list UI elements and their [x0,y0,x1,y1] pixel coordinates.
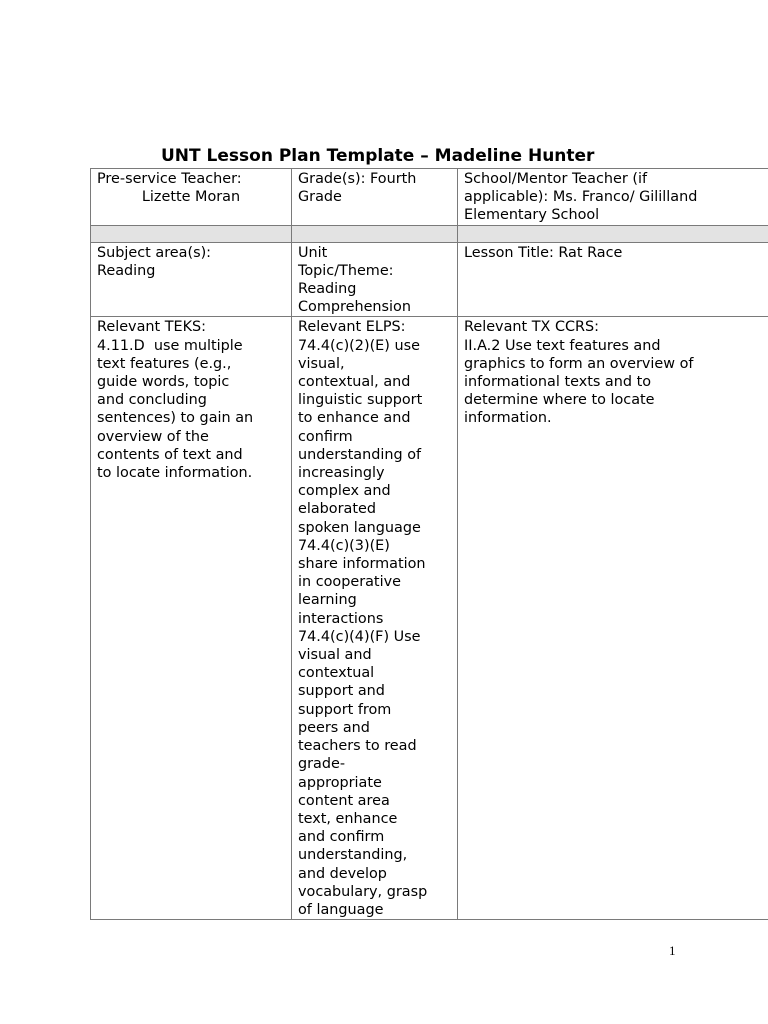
ccrs-line: II.A.2 Use text features and [464,337,661,354]
elps-line: increasingly [298,465,385,482]
elps-line: support from [298,701,392,718]
grade-cell [292,169,458,226]
elps-line: Relevant ELPS: [298,319,406,336]
lesson-title-cell [458,242,768,317]
spacer-cell [292,225,458,242]
ccrs-line: informational texts and to [464,374,652,391]
mentor-line: Elementary School [464,207,600,224]
teks-line: overview of the [97,428,209,445]
table-row [91,169,768,226]
elps-line: 74.4(c)(4)(F) Use [298,628,421,645]
teks-text [97,318,285,482]
grade-line: Grade(s): Fourth [298,171,417,187]
table-row [91,317,768,920]
teks-line: Relevant TEKS: [97,319,207,336]
elps-line: text, enhance [298,810,398,827]
table-row [91,242,768,317]
ccrs-line: determine where to locate [464,392,655,409]
teacher-label: Pre-service Teacher: [97,171,242,187]
elps-line: content area [298,792,390,809]
elps-line: and develop [298,865,387,882]
elps-line: vocabulary, grasp [298,883,428,900]
elps-line: understanding, [298,847,408,864]
teacher-name: Lizette Moran [141,189,241,206]
grade-line: Grade [298,189,342,206]
teks-line: 4.11.D use multiple [97,337,243,354]
elps-line: appropriate [298,774,382,791]
ccrs-line: Relevant TX CCRS: [464,319,600,336]
elps-line: complex and [298,483,391,500]
elps-line: linguistic support [298,392,423,409]
elps-line: and confirm [298,829,385,846]
mentor-line: applicable): Ms. Franco/ Gililland [464,189,698,206]
elps-line: to enhance and [298,410,411,427]
elps-line: elaborated [298,501,376,518]
elps-line: confirm [298,428,353,445]
subject-cell [91,242,292,317]
elps-line: of language [298,901,384,918]
elps-line: peers and [298,719,370,736]
lesson-title: Lesson Title: Rat Race [464,244,623,261]
unit-line: Comprehension [298,299,411,316]
elps-line: teachers to read [298,738,417,755]
table-row-spacer [91,225,768,242]
elps-line: understanding of [298,446,422,463]
teks-line: text features (e.g., [97,355,232,372]
elps-text [298,318,451,919]
elps-line: learning [298,592,357,609]
document-title: UNT Lesson Plan Template – Madeline Hunter [161,146,595,166]
ccrs-cell [458,317,768,920]
elps-line: spoken language [298,519,421,536]
subject-line: Subject area(s): [97,244,212,261]
elps-line: grade- [298,756,346,773]
teks-line: and concluding [97,392,207,409]
elps-line: 74.4(c)(2)(E) use [298,337,420,354]
teacher-cell [91,169,292,226]
ccrs-line: graphics to form an overview of [464,355,694,372]
teks-line: to locate information. [97,465,253,482]
elps-line: visual, [298,355,345,372]
elps-cell [292,317,458,920]
elps-line: support and [298,683,385,700]
teks-cell [91,317,292,920]
elps-line: contextual, and [298,374,411,391]
unit-line: Reading [298,281,357,298]
unit-line: Unit [298,244,328,261]
page-number: 1 [669,943,676,958]
unit-cell [292,242,458,317]
ccrs-text [464,318,768,427]
elps-line: contextual [298,665,375,682]
elps-line: share information [298,556,426,573]
elps-line: 74.4(c)(3)(E) [298,537,390,554]
ccrs-line: information. [464,410,552,427]
elps-line: interactions [298,610,384,627]
teks-line: contents of text and [97,446,243,463]
mentor-cell [458,169,768,226]
lesson-plan-table [90,168,768,920]
spacer-cell [91,225,292,242]
spacer-cell [458,225,768,242]
teks-line: sentences) to gain an [97,410,254,427]
subject-line: Reading [97,262,156,279]
teks-line: guide words, topic [97,374,230,391]
elps-line: visual and [298,647,372,664]
mentor-line: School/Mentor Teacher (if [464,171,648,187]
unit-line: Topic/Theme: [298,262,394,279]
elps-line: in cooperative [298,574,401,591]
